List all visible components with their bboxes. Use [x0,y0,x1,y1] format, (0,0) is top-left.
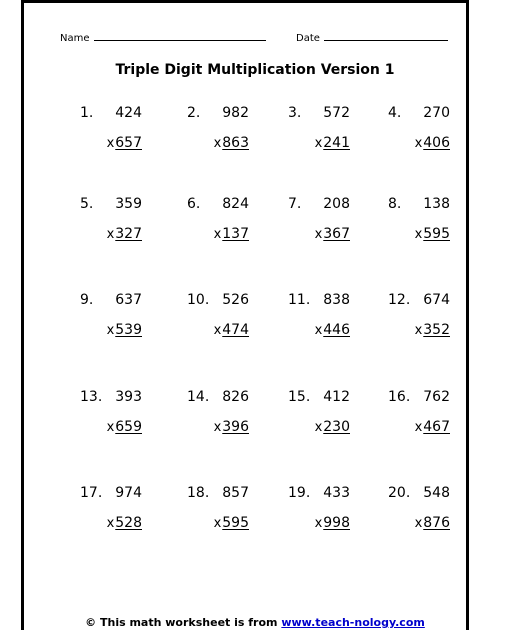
problem-bottom-line [315,419,350,435]
problem-15 [288,389,360,449]
multiplicand: 857 [222,485,249,501]
problem-1 [80,105,152,165]
multiplier: 657 [115,135,142,151]
times-symbol: x [314,323,323,338]
times-symbol: x [314,516,323,531]
multiplicand: 138 [423,196,450,212]
problem-number: 10. [187,292,210,308]
multiplicand: 412 [323,389,350,405]
multiplier: 230 [323,419,350,435]
problem-7 [288,196,360,256]
problem-number: 6. [187,196,201,212]
footer-link[interactable]: www.teach-nology.com [281,616,425,629]
times-symbol: x [213,420,222,435]
problem-bottom-line [315,515,350,531]
problem-5 [80,196,152,256]
problem-bottom-line [107,322,142,338]
problem-number: 11. [288,292,311,308]
problem-bottom-line [214,135,249,151]
multiplier: 876 [423,515,450,531]
problem-bottom-line [214,322,249,338]
multiplier: 659 [115,419,142,435]
problem-14 [187,389,259,449]
times-symbol: x [414,136,423,151]
problem-16 [388,389,460,449]
worksheet-title: Triple Digit Multiplication Version 1 [115,62,395,78]
times-symbol: x [106,136,115,151]
multiplier: 998 [323,515,350,531]
problem-13 [80,389,152,449]
times-symbol: x [106,323,115,338]
times-symbol: x [314,420,323,435]
problem-bottom-line [315,135,350,151]
date-label: Date [296,33,320,44]
multiplicand: 974 [115,485,142,501]
multiplicand: 838 [323,292,350,308]
multiplier: 446 [323,322,350,338]
multiplier: 137 [222,226,249,242]
multiplicand: 270 [423,105,450,121]
problem-number: 17. [80,485,103,501]
times-symbol: x [106,516,115,531]
multiplier: 595 [423,226,450,242]
multiplicand: 824 [222,196,249,212]
problem-number: 16. [388,389,411,405]
problem-number: 20. [388,485,411,501]
problem-bottom-line [107,515,142,531]
multiplier: 474 [222,322,249,338]
times-symbol: x [414,323,423,338]
multiplier: 241 [323,135,350,151]
problem-number: 3. [288,105,302,121]
problem-number: 2. [187,105,201,121]
multiplicand: 762 [423,389,450,405]
multiplier: 595 [222,515,249,531]
problem-number: 4. [388,105,402,121]
problem-bottom-line [315,322,350,338]
multiplicand: 826 [222,389,249,405]
problem-11 [288,292,360,352]
problem-bottom-line [214,515,249,531]
problem-19 [288,485,360,545]
name-label: Name [60,33,90,44]
multiplicand: 548 [423,485,450,501]
problem-bottom-line [415,322,450,338]
problem-bottom-line [415,226,450,242]
problem-number: 7. [288,196,302,212]
problem-number: 19. [288,485,311,501]
problem-20 [388,485,460,545]
multiplier: 352 [423,322,450,338]
problem-3 [288,105,360,165]
multiplier: 327 [115,226,142,242]
multiplier: 539 [115,322,142,338]
problem-number: 18. [187,485,210,501]
problem-17 [80,485,152,545]
times-symbol: x [314,136,323,151]
times-symbol: x [213,323,222,338]
times-symbol: x [414,420,423,435]
multiplier: 396 [222,419,249,435]
problem-number: 13. [80,389,103,405]
multiplicand: 526 [222,292,249,308]
multiplicand: 982 [222,105,249,121]
problem-number: 14. [187,389,210,405]
problem-bottom-line [315,226,350,242]
multiplier: 863 [222,135,249,151]
times-symbol: x [414,227,423,242]
footer-credit [0,616,510,629]
problem-number: 1. [80,105,94,121]
problem-bottom-line [214,226,249,242]
problem-18 [187,485,259,545]
problem-4 [388,105,460,165]
problem-bottom-line [107,226,142,242]
times-symbol: x [314,227,323,242]
multiplicand: 572 [323,105,350,121]
multiplicand: 359 [115,196,142,212]
multiplicand: 674 [423,292,450,308]
problem-bottom-line [107,135,142,151]
multiplier: 367 [323,226,350,242]
multiplier: 467 [423,419,450,435]
multiplicand: 637 [115,292,142,308]
times-symbol: x [213,516,222,531]
problem-10 [187,292,259,352]
footer-prefix: © This math worksheet is from [85,616,278,629]
multiplier: 406 [423,135,450,151]
times-symbol: x [213,136,222,151]
problem-number: 15. [288,389,311,405]
problem-number: 9. [80,292,94,308]
problem-bottom-line [107,419,142,435]
problem-bottom-line [415,515,450,531]
multiplicand: 393 [115,389,142,405]
problem-9 [80,292,152,352]
multiplicand: 424 [115,105,142,121]
times-symbol: x [106,420,115,435]
problem-number: 12. [388,292,411,308]
problem-bottom-line [214,419,249,435]
problem-bottom-line [415,419,450,435]
problem-bottom-line [415,135,450,151]
times-symbol: x [414,516,423,531]
problem-number: 5. [80,196,94,212]
problem-8 [388,196,460,256]
problem-2 [187,105,259,165]
multiplicand: 433 [323,485,350,501]
multiplier: 528 [115,515,142,531]
times-symbol: x [213,227,222,242]
problem-number: 8. [388,196,402,212]
multiplicand: 208 [323,196,350,212]
problem-12 [388,292,460,352]
times-symbol: x [106,227,115,242]
problem-6 [187,196,259,256]
